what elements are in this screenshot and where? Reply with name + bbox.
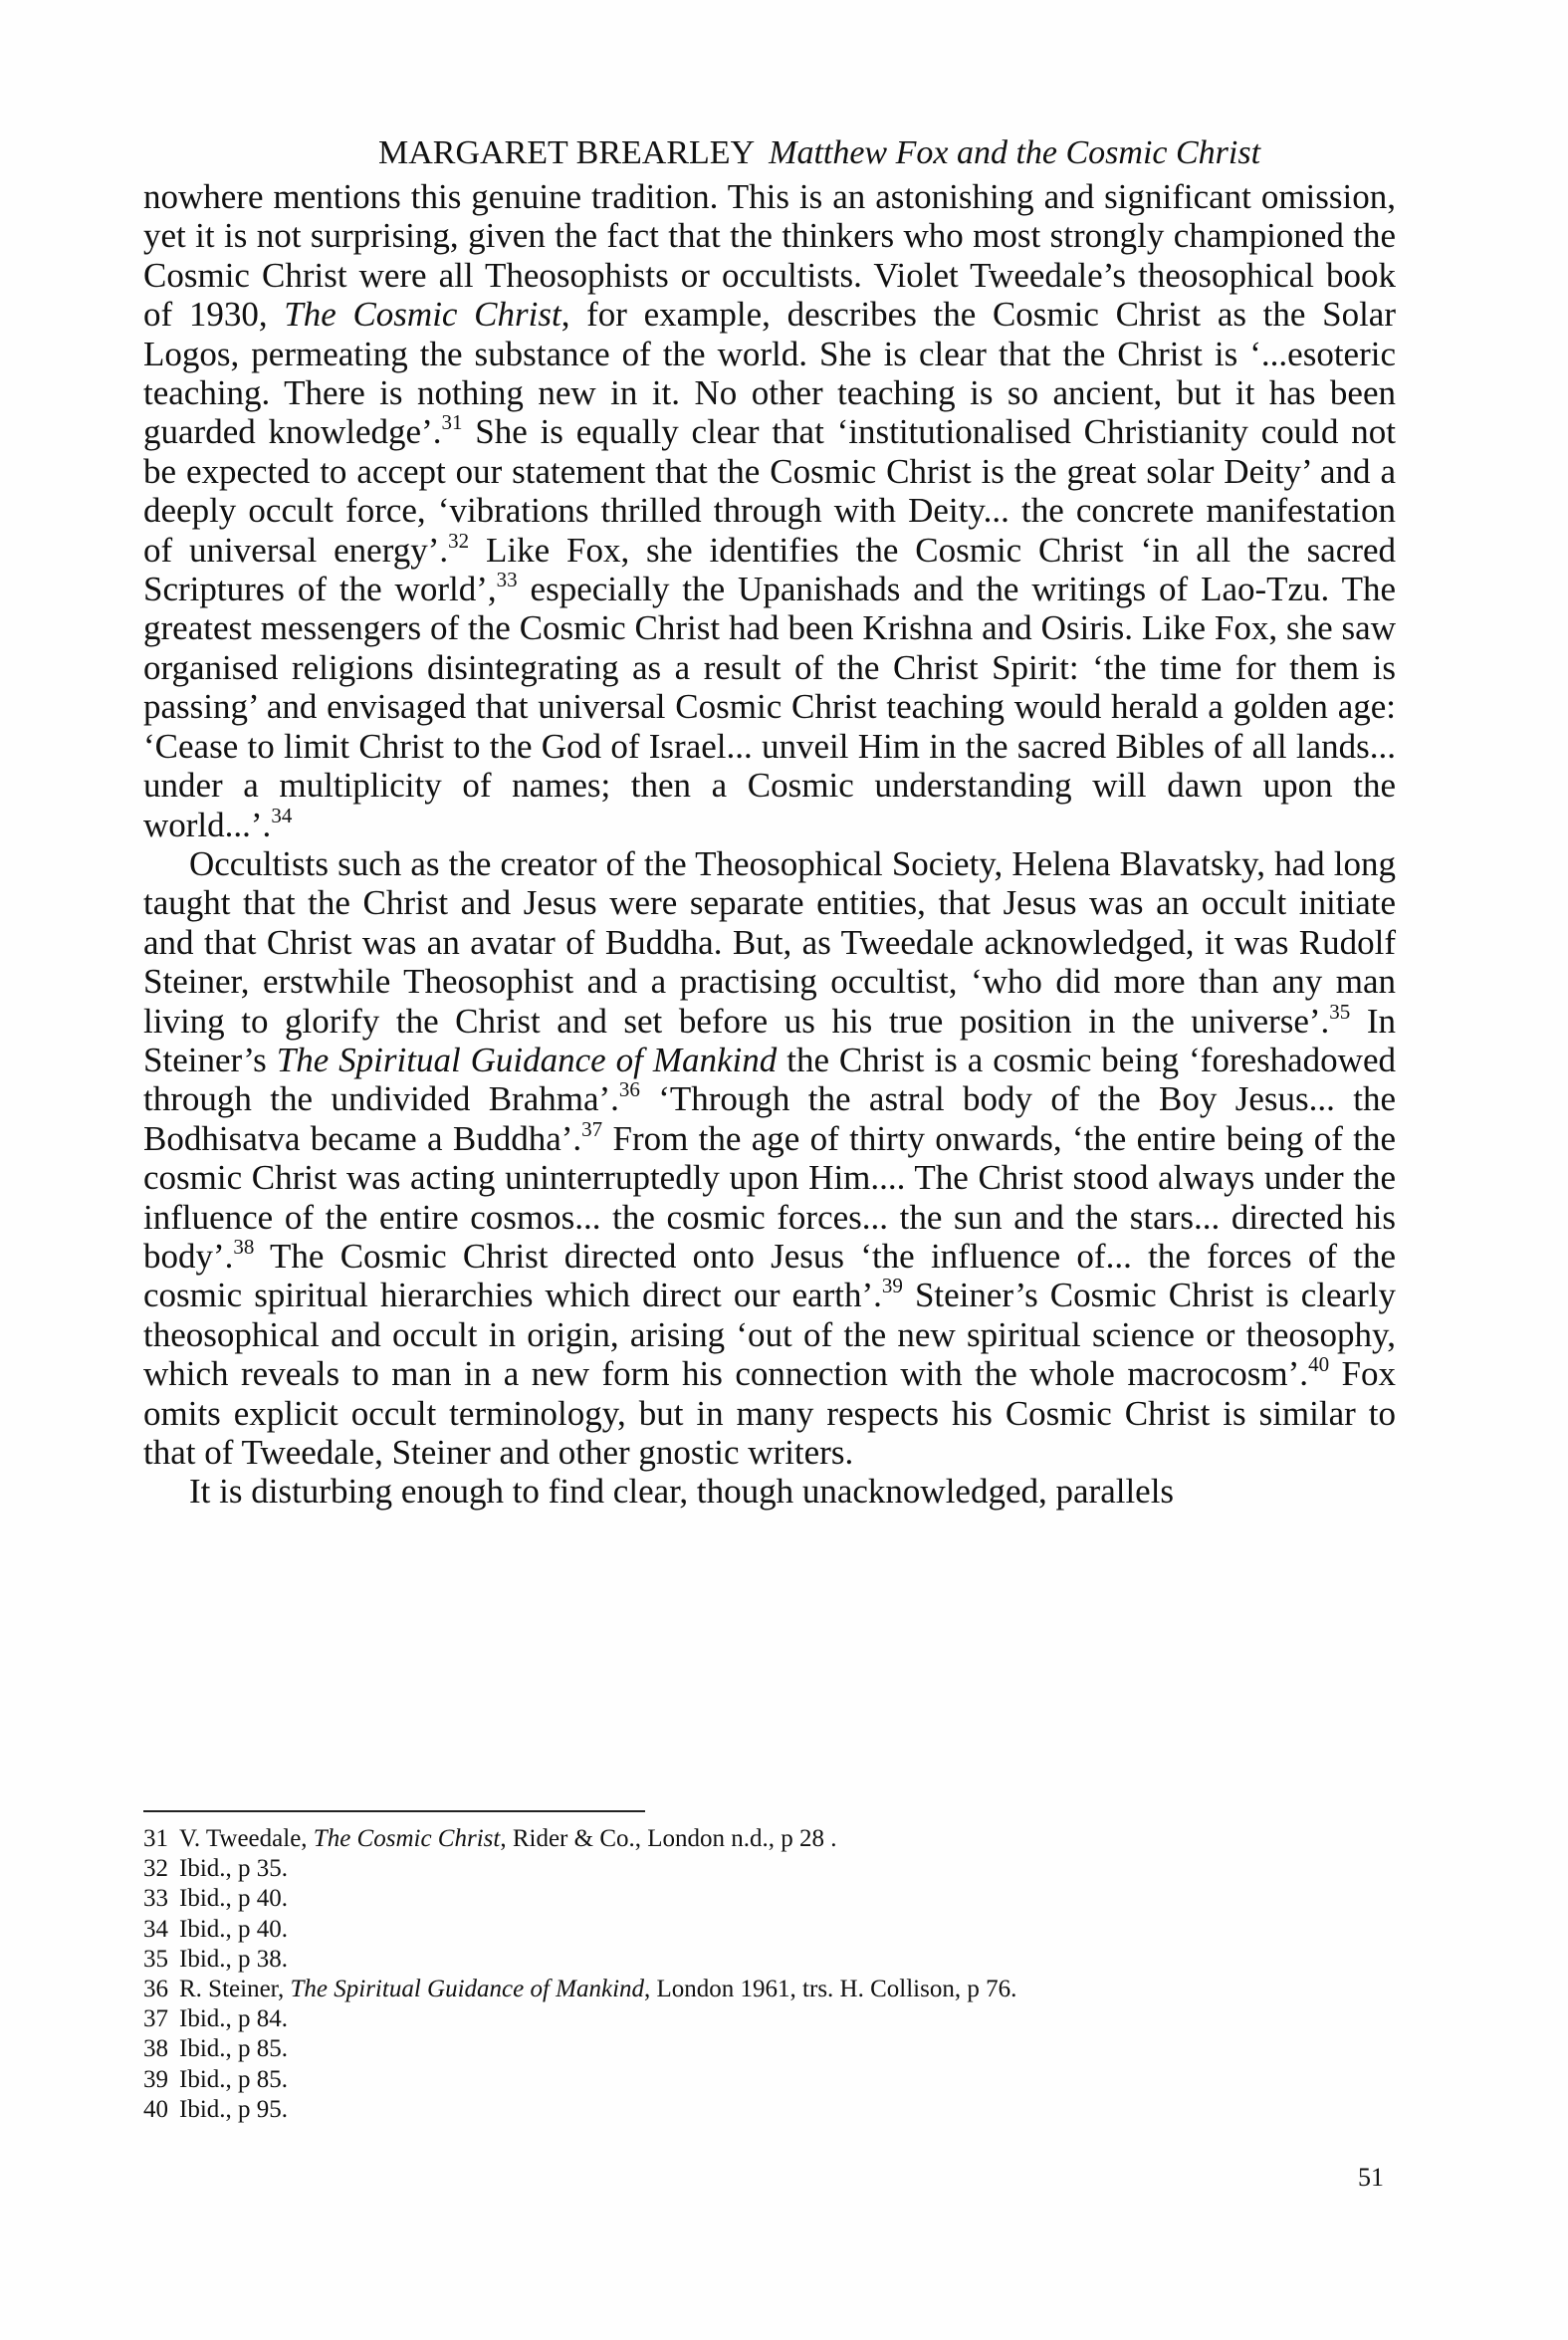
text-run: , Rider & Co., London n.d., p 28 . — [500, 1825, 837, 1852]
text-run: Ibid., p 38. — [179, 1945, 289, 1973]
text-run: , for example, describes the Cosmic Christ as the Solar Logos, permeating the substance of the world. She is clear that the Christ is ‘...esoteric teaching. There is nothing new in it. No other teaching is so ancient, but it has been guarded knowledge’. — [143, 295, 1396, 452]
body-text — [143, 177, 1396, 1512]
footnote-reference: 32 — [448, 528, 470, 553]
italic-title: The Spiritual Guidance of Mankind — [290, 1976, 645, 2003]
footnote — [143, 2034, 1396, 2064]
footnote-number: 33 — [143, 1885, 168, 1913]
footnote — [143, 1854, 1396, 1884]
footnote-reference: 31 — [441, 410, 463, 435]
text-run: Ibid., p 40. — [179, 1885, 289, 1913]
footnote — [143, 2004, 1396, 2034]
footnote — [143, 1975, 1396, 2004]
italic-title: The Spiritual Guidance of Mankind — [276, 1040, 778, 1079]
text-run: especially the Upanishads and the writings of Lao-Tzu. The greatest messengers of the Cosmic Christ had been Krishna and Osiris. Like Fox, she saw organised religions disintegrating as a result of the Christ Spirit: ‘the time for them is passing’ and envisaged that universal Cosmic Christ teaching would herald a golden age: ‘Cease to limit Christ to the God of Israel... unveil Him in the sacred Bibles of all lands... under a multiplicity of names; then a Cosmic understanding will dawn upon the world...’. — [143, 570, 1396, 844]
text-run: Like Fox, she identifies the Cosmic Christ ‘in all the sacred Scriptures of the world’, — [143, 530, 1397, 609]
page-number: 51 — [1358, 2163, 1384, 2192]
text-run: From the age of thirty onwards, ‘the entire being of the cosmic Christ was acting uninterruptedly upon Him.... The Christ stood always under the influence of the entire cosmos... the cosmic forces... the sun and the stars... directed his body’. — [143, 1118, 1396, 1276]
footnote-reference: 38 — [233, 1234, 255, 1259]
footnote — [143, 1915, 1396, 1945]
footnote-number: 37 — [143, 2005, 168, 2033]
footnote-number: 32 — [143, 1855, 168, 1883]
text-run: It is disturbing enough to find clear, though unacknowledged, parallels — [189, 1472, 1175, 1512]
footnote — [143, 2065, 1396, 2095]
footnote-divider — [143, 1810, 645, 1812]
text-run: Ibid., p 84. — [179, 2005, 289, 2033]
footnote-number: 31 — [143, 1825, 168, 1852]
italic-title: The Cosmic Christ — [313, 1825, 501, 1852]
footnote-number: 36 — [143, 1976, 168, 2003]
footnote-number: 40 — [143, 2095, 168, 2123]
footnote — [143, 2095, 1396, 2125]
italic-title: The Cosmic Christ — [284, 295, 561, 335]
running-header — [378, 131, 1394, 175]
text-run: Ibid., p 40. — [179, 1915, 289, 1943]
footnote-reference: 40 — [1308, 1352, 1330, 1377]
text-run: Ibid., p 85. — [179, 2065, 289, 2093]
header-title: Matthew Fox and the Cosmic Christ — [769, 134, 1261, 171]
footnote-number: 35 — [143, 1945, 168, 1973]
footnote-number: 34 — [143, 1915, 168, 1943]
footnote-number: 38 — [143, 2035, 168, 2063]
text-run: Steiner’s Cosmic Christ is clearly theosophical and occult in origin, arising ‘out of the new spiritual science or theosophy, which reveals to man in a new form his connection with the whole macrocosm’. — [143, 1276, 1396, 1394]
text-run: Ibid., p 85. — [179, 2035, 289, 2063]
footnote — [143, 1824, 1396, 1854]
text-run: R. Steiner, — [179, 1976, 291, 2003]
footnote — [143, 1945, 1396, 1975]
footnote-number: 39 — [143, 2065, 168, 2093]
text-run: ‘Through the astral body of the Boy Jesus... the Bodhisatva became a Buddha’. — [143, 1079, 1396, 1158]
paragraph — [143, 1472, 1396, 1511]
footnote-reference: 35 — [1329, 999, 1351, 1024]
paragraph — [143, 177, 1396, 844]
header-author: MARGARET BREARLEY — [378, 134, 756, 171]
footnote-reference: 39 — [881, 1274, 903, 1298]
footnote — [143, 1884, 1396, 1914]
text-run: Ibid., p 95. — [179, 2095, 289, 2123]
paragraph — [143, 844, 1396, 1473]
text-run: Occultists such as the creator of the Theosophical Society, Helena Blavatsky, had long taught that the Christ and Jesus were separate entities, that Jesus was an occult initiate and that Christ was an avatar of Buddha. But, as Tweedale acknowledged, it was Rudolf Steiner, erstwhile Theosophist and a practising occultist, ‘who did more than any man living to glorify the Christ and set before us his true position in the universe’. — [143, 843, 1396, 1041]
text-run: nowhere mentions this genuine tradition. This is an astonishing and significant omission, yet it is not surprising, given the fact that the thinkers who most strongly championed the Cosmic Christ were all Theosophists or occultists. Violet Tweedale’s theosophical book of 1930, — [143, 177, 1396, 335]
footnote-reference: 33 — [496, 568, 518, 592]
footnote-reference: 37 — [581, 1116, 603, 1141]
text-run: Fox omits explicit occult terminology, but in many respects his Cosmic Christ is similar to that of Tweedale, Steiner and other gnostic writers. — [143, 1354, 1397, 1472]
text-run: Ibid., p 35. — [179, 1855, 289, 1883]
footnote-reference: 36 — [618, 1077, 640, 1102]
text-run: the Christ is a cosmic being ‘foreshadowed through the undivided Brahma’. — [143, 1040, 1396, 1119]
footnote-reference: 34 — [271, 803, 293, 827]
text-run: The Cosmic Christ directed onto Jesus ‘the influence of... the forces of the cosmic spiritual hierarchies which direct our earth’. — [143, 1236, 1396, 1315]
text-run: In Steiner’s — [143, 1001, 1396, 1079]
footnotes — [143, 1824, 1396, 2125]
text-run: , London 1961, trs. H. Collison, p 76. — [644, 1976, 1017, 2003]
text-run: She is equally clear that ‘institutionalised Christianity could not be expected to accept our statement that the Cosmic Christ is the great solar Deity’ and a deeply occult force, ‘vibrations thrilled through with Deity... the concrete manifestation of universal energy’. — [143, 412, 1396, 570]
text-run: V. Tweedale, — [179, 1825, 314, 1852]
